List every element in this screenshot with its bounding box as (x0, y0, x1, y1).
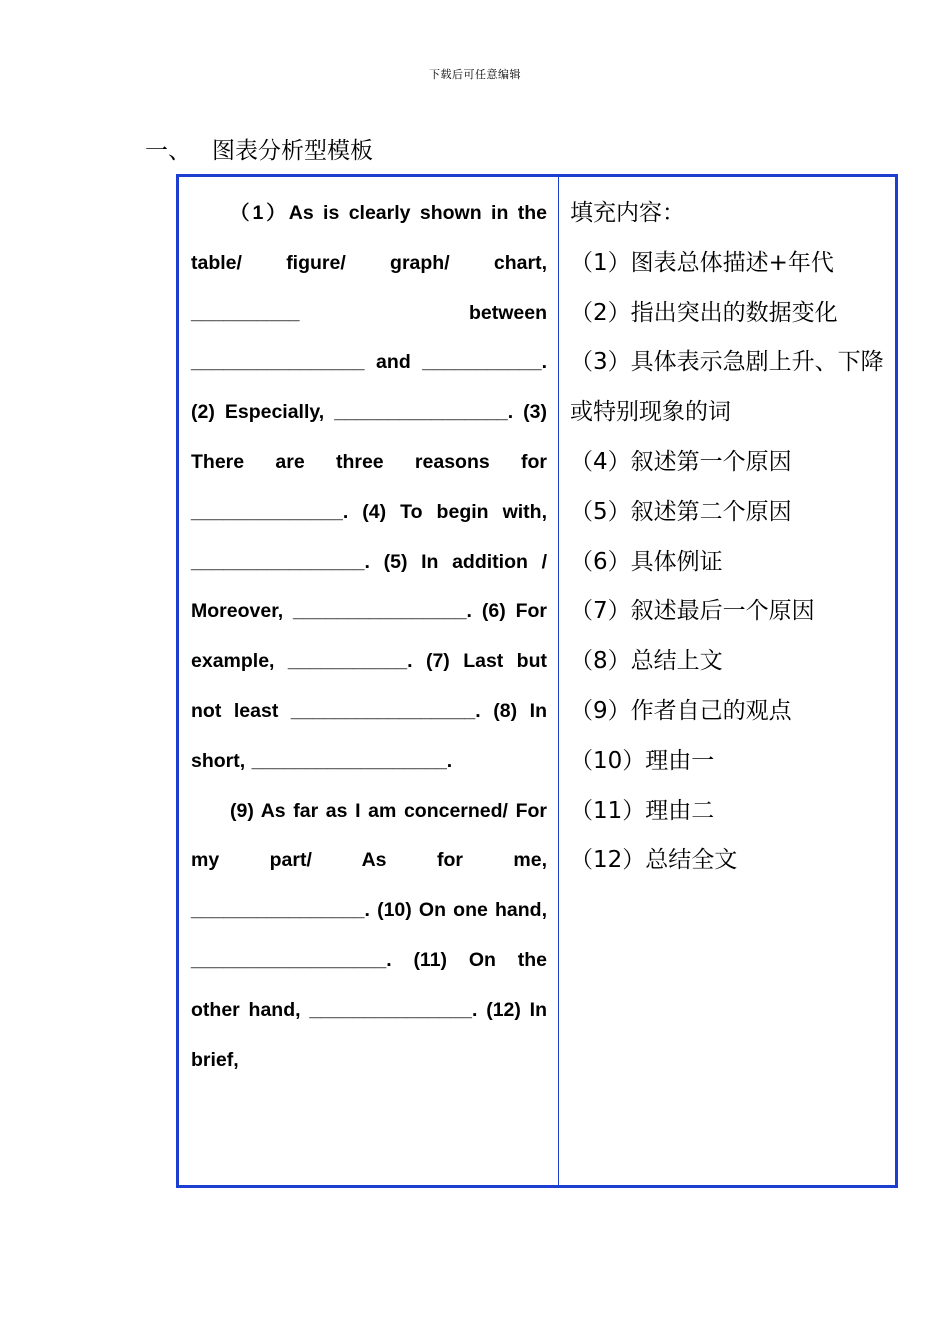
fill-content-heading: 填充内容： (570, 200, 685, 226)
column-divider (558, 177, 559, 1185)
note-item: （7）叙述最后一个原因 (570, 598, 815, 625)
template-text-cell (191, 189, 547, 1085)
fill-content-cell (570, 189, 892, 886)
note-item: （11）理由二 (570, 797, 715, 824)
template-table (176, 174, 898, 1188)
note-item: （1）图表总体描述+年代 (570, 249, 834, 276)
page-header: 下载后可任意编辑 (429, 68, 521, 81)
note-item: （9）作者自己的观点 (570, 697, 792, 724)
section-heading (145, 132, 373, 165)
template-paragraph-2: (9) As far as I am concerned/ For my part/ As for me, ________________. (10) On one hand, __________________. (11) On the other hand, _______________. (12) In brief, (191, 799, 547, 1071)
template-paragraph-1: （1）As is clearly shown in the table/ figure/ graph/ chart, __________ between ________________ and ___________. (2) Especially, ________________. (3) There are three reasons for ______________. (4) To begin with, ________________. (5) In addition / Moreover, ________________. (6) For example, ___________. (7) Last but not least _________________. (8) In short, __________________. (191, 202, 547, 772)
note-item: （12）总结全文 (570, 847, 738, 874)
note-item: （6）具体例证 (570, 548, 723, 575)
note-item: （2）指出突出的数据变化 (570, 299, 838, 326)
section-title: 图表分析型模板 (212, 138, 373, 164)
note-item: （8）总结上文 (570, 648, 723, 675)
note-item: （4）叙述第一个原因 (570, 448, 792, 475)
section-number: 一、 (145, 138, 191, 164)
note-item: （5）叙述第二个原因 (570, 498, 792, 525)
note-item: （3）具体表示急剧上升、下降或特别现象的词 (570, 349, 884, 426)
note-item: （10）理由一 (570, 747, 715, 774)
